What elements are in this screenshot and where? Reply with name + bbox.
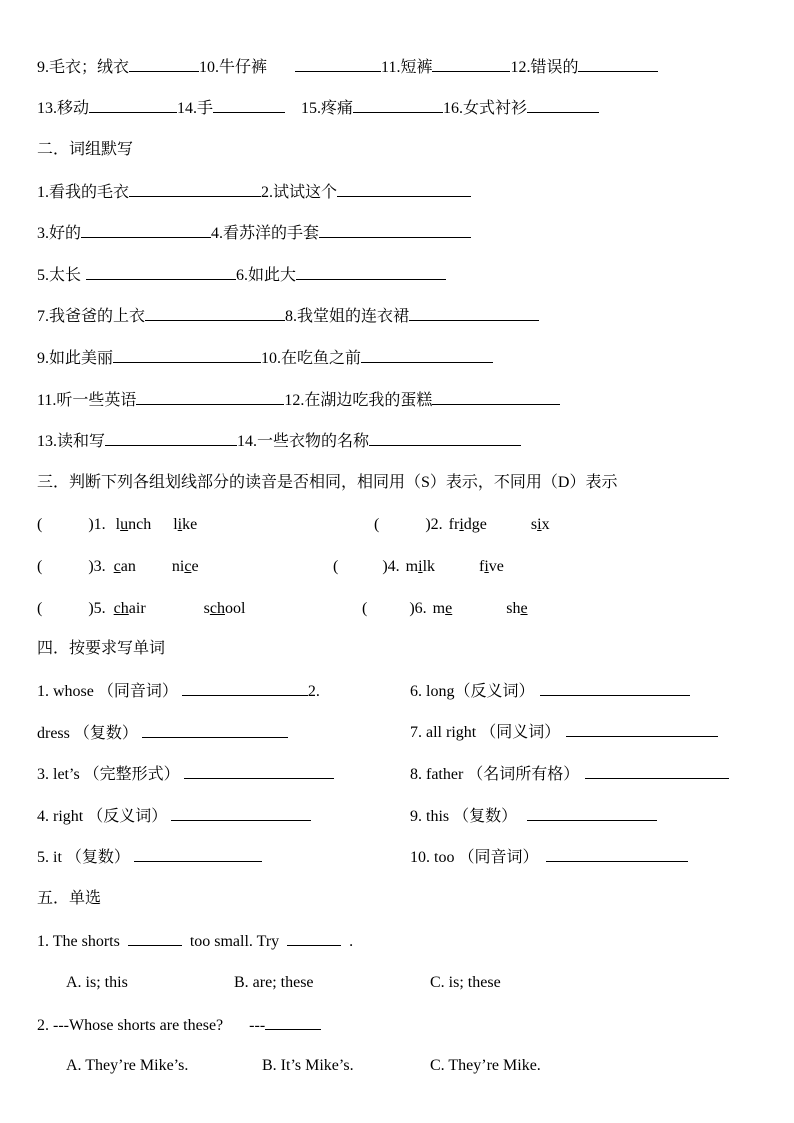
answer-blank[interactable] — [361, 348, 493, 363]
word-task: 6. long（反义词） — [410, 681, 690, 702]
answer-blank[interactable] — [145, 306, 285, 321]
vocab-item: 9.毛衣；绒衣 — [37, 59, 130, 76]
answer-blank[interactable] — [546, 847, 688, 862]
pron-question-6: ( )6. me she — [362, 600, 528, 617]
pron-question-2: ( )2. fridge six — [374, 516, 550, 533]
section-4-title: 四．按要求写单词 — [37, 640, 166, 657]
answer-blank[interactable] — [134, 847, 262, 862]
vocab-row-1 — [37, 57, 658, 78]
answer-blank[interactable] — [142, 723, 288, 738]
answer-blank[interactable] — [42, 515, 88, 529]
pron-question-5: ( )5. chair school — [37, 600, 246, 617]
phrase-item: 11.听一些英语 — [37, 392, 137, 409]
option-b[interactable]: B. It’s Mike’s. — [262, 1057, 354, 1074]
word-task: 3. let’s （完整形式） — [37, 764, 334, 785]
vocab-item: 16.女式衬衫 — [443, 100, 528, 117]
word-task: 7. all right （同义词） — [410, 722, 718, 743]
word-task: 9. this （复数） — [410, 806, 657, 827]
answer-blank[interactable] — [367, 599, 409, 613]
answer-blank[interactable] — [213, 98, 285, 113]
answer-blank[interactable] — [42, 599, 88, 613]
word-task: 10. too （同音词） — [410, 847, 688, 868]
answer-blank[interactable] — [585, 764, 729, 779]
phrase-item: 8.我堂姐的连衣裙 — [285, 308, 410, 325]
vocab-item: 10.牛仔裤 — [199, 59, 268, 76]
word-task: 8. father （名词所有格） — [410, 764, 729, 785]
answer-blank[interactable] — [337, 182, 471, 197]
mc-question-1: 1. The shorts too small. Try . — [37, 933, 354, 950]
phrase-row — [37, 431, 521, 452]
answer-blank[interactable] — [184, 764, 334, 779]
vocab-item: 14.手 — [177, 100, 214, 117]
answer-blank[interactable] — [432, 57, 510, 72]
phrase-item: 4.看苏洋的手套 — [211, 225, 320, 242]
answer-blank[interactable] — [578, 57, 658, 72]
pron-question-4: ( )4. milk five — [333, 558, 504, 575]
vocab-item: 15.疼痛 — [301, 100, 354, 117]
phrase-item: 12.在湖边吃我的蛋糕 — [284, 392, 433, 409]
answer-blank[interactable] — [81, 223, 211, 238]
phrase-row — [37, 182, 471, 203]
answer-blank[interactable] — [527, 806, 657, 821]
answer-blank[interactable] — [182, 681, 308, 696]
option-c[interactable]: C. They’re Mike. — [430, 1057, 541, 1074]
phrase-item: 13.读和写 — [37, 433, 106, 450]
answer-blank[interactable] — [113, 348, 261, 363]
phrase-item: 3.好的 — [37, 225, 82, 242]
phrase-row — [37, 348, 493, 369]
answer-blank[interactable] — [319, 223, 471, 238]
word-task: 1. whose （同音词） 2. — [37, 683, 320, 700]
phrase-item: 1.看我的毛衣 — [37, 184, 130, 201]
section-3-title: 三．判断下列各组划线部分的读音是否相同，相同用（S）表示，不同用（D）表示 — [37, 474, 618, 491]
vocab-item: 13.移动 — [37, 100, 90, 117]
answer-blank[interactable] — [566, 722, 718, 737]
pron-question-1: ( )1. lunch like — [37, 516, 198, 533]
phrase-item: 14.一些衣物的名称 — [237, 433, 370, 450]
phrase-row — [37, 223, 471, 244]
answer-blank[interactable] — [296, 265, 446, 280]
phrase-item: 7.我爸爸的上衣 — [37, 308, 146, 325]
phrase-item: 5.太长 — [37, 267, 82, 284]
answer-blank[interactable] — [353, 98, 443, 113]
answer-blank[interactable] — [287, 931, 341, 946]
phrase-row — [37, 390, 560, 411]
phrase-row — [37, 265, 446, 286]
word-task: 4. right （反义词） — [37, 806, 311, 827]
answer-blank[interactable] — [105, 431, 237, 446]
answer-blank[interactable] — [432, 390, 560, 405]
answer-blank[interactable] — [128, 931, 182, 946]
option-a[interactable]: A. They’re Mike’s. — [66, 1057, 189, 1074]
phrase-item: 6.如此大 — [236, 267, 297, 284]
answer-blank[interactable] — [540, 681, 690, 696]
option-c[interactable]: C. is; these — [430, 974, 501, 991]
answer-blank[interactable] — [265, 1015, 321, 1030]
vocab-row-2 — [37, 98, 599, 119]
vocab-item: 11.短裤 — [381, 59, 433, 76]
phrase-item: 2.试试这个 — [261, 184, 338, 201]
phrase-item: 9.如此美丽 — [37, 350, 114, 367]
answer-blank[interactable] — [171, 806, 311, 821]
answer-blank[interactable] — [129, 57, 199, 72]
answer-blank[interactable] — [136, 390, 284, 405]
answer-blank[interactable] — [338, 557, 382, 571]
answer-blank[interactable] — [42, 557, 88, 571]
section-2-title: 二．词组默写 — [37, 141, 134, 158]
option-a[interactable]: A. is; this — [66, 974, 128, 991]
answer-blank[interactable] — [86, 265, 236, 280]
answer-blank[interactable] — [129, 182, 261, 197]
mc-question-2: 2. ---Whose shorts are these? --- — [37, 1015, 321, 1036]
answer-blank[interactable] — [409, 306, 539, 321]
word-task: 5. it （复数） — [37, 847, 262, 868]
answer-blank[interactable] — [369, 431, 521, 446]
pron-question-3: ( )3. can nice — [37, 558, 199, 575]
vocab-item: 12.错误的 — [510, 59, 579, 76]
answer-blank[interactable] — [527, 98, 599, 113]
phrase-item: 10.在吃鱼之前 — [261, 350, 362, 367]
answer-blank[interactable] — [89, 98, 177, 113]
option-b[interactable]: B. are; these — [234, 974, 314, 991]
answer-blank[interactable] — [295, 57, 381, 72]
word-task: dress （复数） — [37, 723, 288, 744]
answer-blank[interactable] — [379, 515, 425, 529]
section-5-title: 五．单选 — [37, 890, 102, 907]
phrase-row — [37, 306, 539, 327]
